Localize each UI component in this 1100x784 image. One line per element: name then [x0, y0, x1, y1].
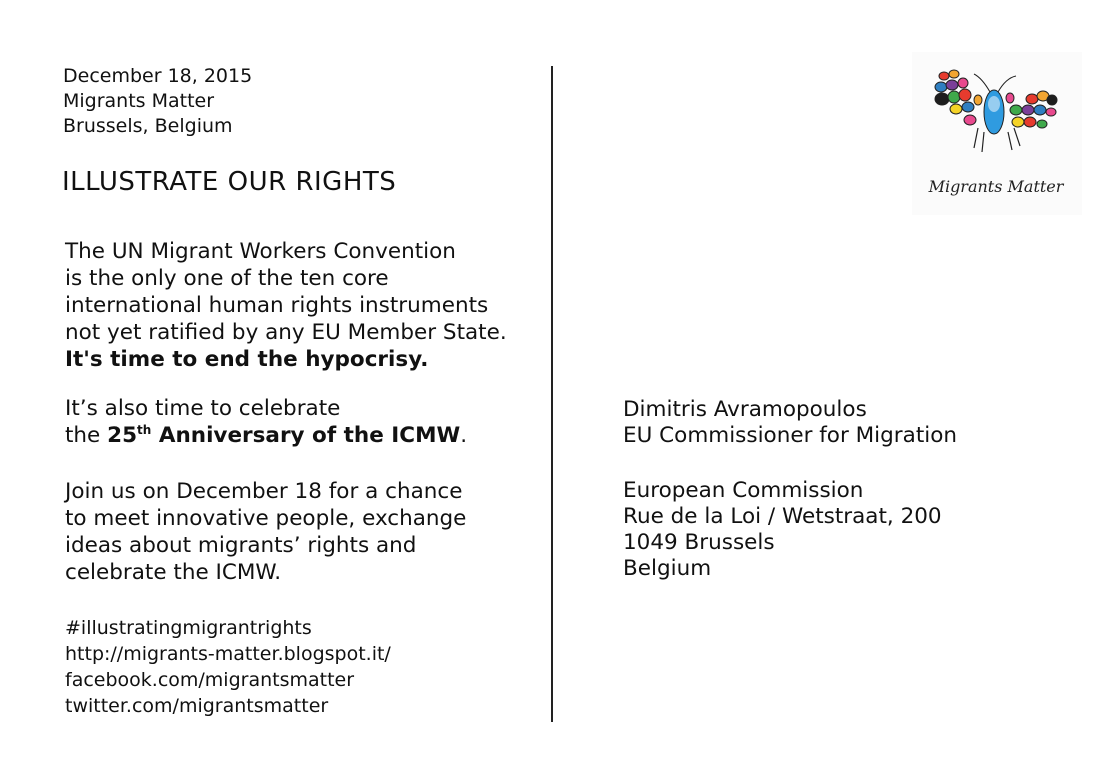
city: 1049 Brussels [623, 530, 775, 555]
right-wing [1006, 91, 1057, 128]
paragraph-line: celebrate the ICMW. [65, 560, 282, 585]
left-wing [935, 70, 982, 125]
logo [912, 52, 1082, 215]
paragraph-line: It’s also time to celebrate [65, 396, 341, 421]
facebook-link[interactable]: facebook.com/migrantsmatter [65, 669, 355, 691]
sender-location: Brussels, Belgium [63, 115, 233, 137]
logo-wordmark: Migrants Matter [928, 177, 1064, 196]
anniversary-period: . [460, 423, 468, 448]
anniversary-prefix: the [65, 423, 108, 448]
recipient-block [623, 397, 957, 449]
hashtag: #illustratingmigrantrights [65, 617, 312, 639]
postcard-header [63, 64, 252, 139]
paragraph-line: ideas about migrants’ rights and [65, 533, 417, 558]
date: December 18, 2015 [63, 65, 253, 87]
postal-address [623, 478, 942, 582]
country: Belgium [623, 556, 712, 581]
center-divider [551, 66, 553, 722]
paragraph-line: The UN Migrant Workers Convention [65, 239, 456, 264]
paragraph-line: not yet ratified by any EU Member State. [65, 320, 507, 345]
paragraph-line: international human rights instruments [65, 293, 489, 318]
paragraph-line: is the only one of the ten core [65, 266, 389, 291]
street: Rue de la Loi / Wetstraat, 200 [623, 504, 942, 529]
paragraph-convention [65, 238, 507, 373]
ordinal-suffix: th [137, 423, 152, 437]
page-title: ILLUSTRATE OUR RIGHTS [62, 167, 397, 197]
paragraph-invitation [65, 478, 466, 586]
blog-link[interactable]: http://migrants-matter.blogspot.it/ [65, 643, 391, 665]
hypocrisy-statement: It's time to end the hypocrisy. [65, 347, 429, 372]
paragraph-line: Join us on December 18 for a chance [65, 479, 463, 504]
institution: European Commission [623, 478, 864, 503]
paragraph-line: to meet innovative people, exchange [65, 506, 467, 531]
sender-org: Migrants Matter [63, 90, 215, 112]
anniversary-number: 25 [107, 423, 138, 448]
recipient-name: Dimitris Avramopoulos [623, 397, 867, 422]
twitter-link[interactable]: twitter.com/migrantsmatter [65, 695, 329, 717]
anniversary-name: Anniversary of the ICMW [151, 423, 461, 448]
butterfly-hands-icon [912, 52, 1082, 215]
paragraph-anniversary [65, 395, 467, 449]
recipient-role: EU Commissioner for Migration [623, 423, 958, 448]
anniversary-line [65, 422, 467, 449]
contact-links [65, 615, 391, 719]
